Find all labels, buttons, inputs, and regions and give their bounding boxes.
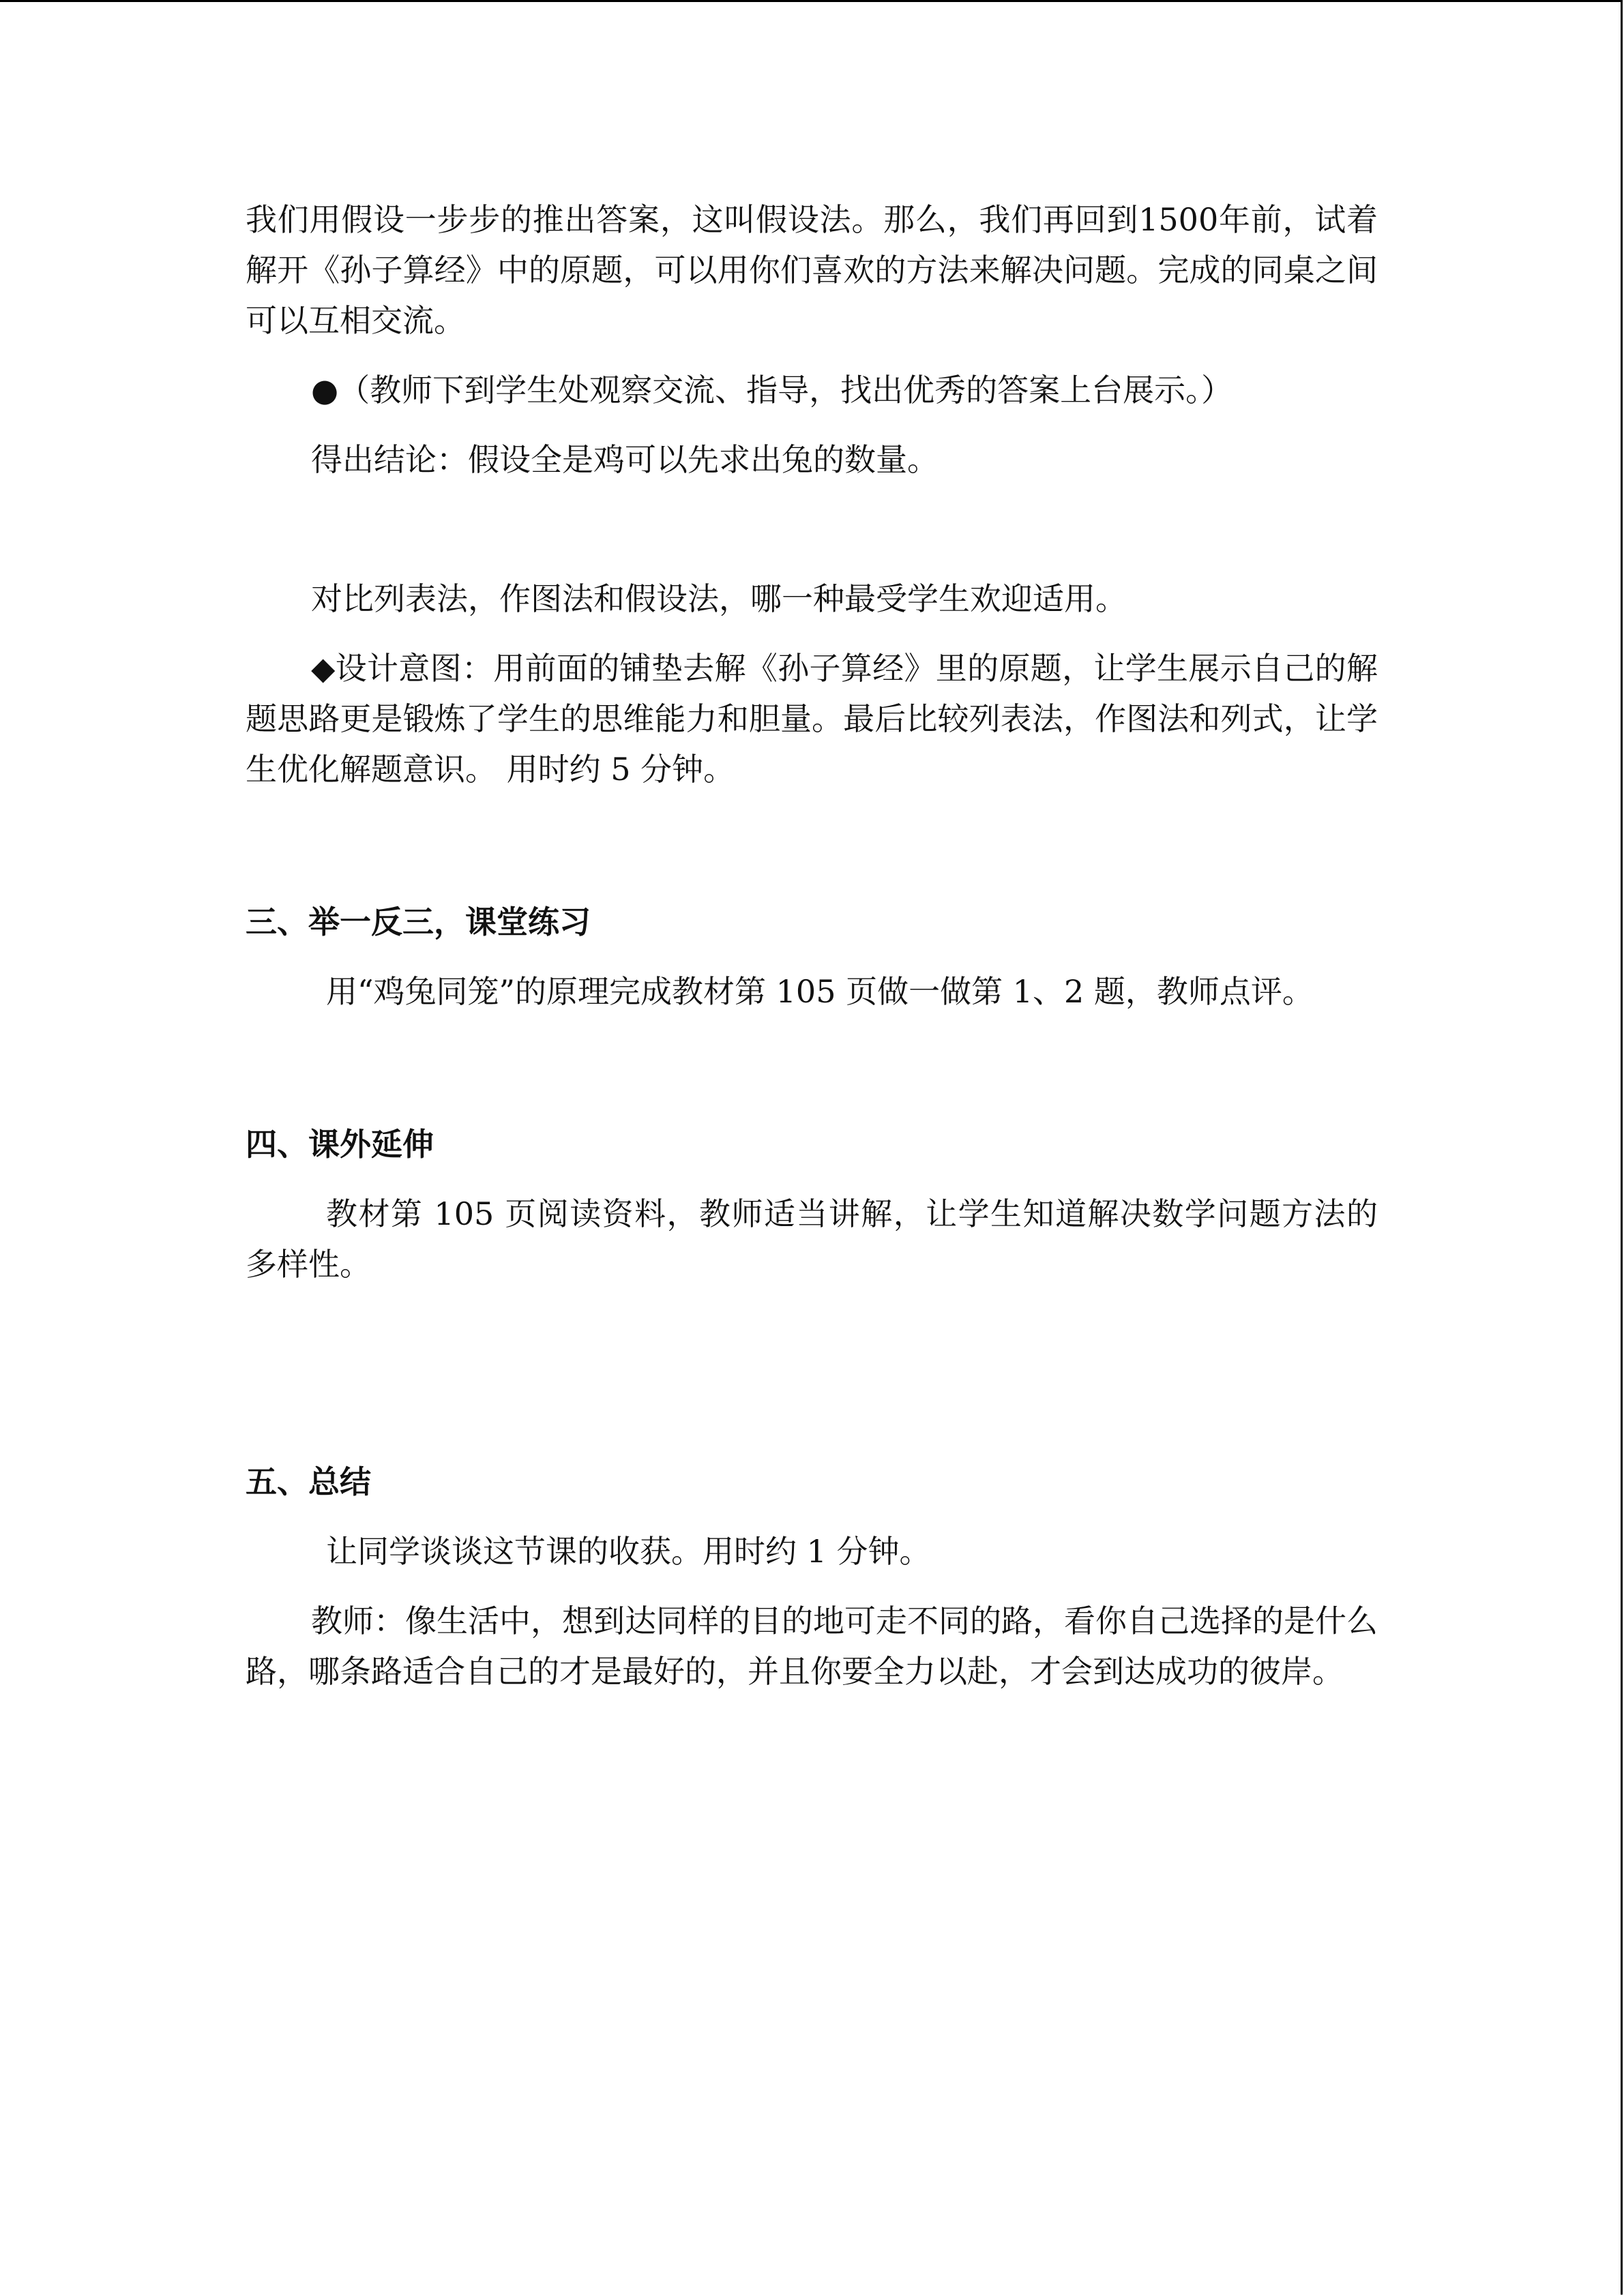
paragraph-practice: 用“鸡兔同笼”的原理完成教材第 105 页做一做第 1、2 题，教师点评。	[326, 973, 1314, 1010]
section-heading-practice: 三、举一反三，课堂练习	[246, 904, 591, 940]
paragraph-teacher-guidance: ●（教师下到学生处观察交流、指导，找出优秀的答案上台展示。）	[311, 372, 1233, 408]
paragraph-design-intent: ◆设计意图：用前面的铺垫去解《孙子算经》里的原题，让学生展示自己的解题思路更是锻炼了学生的思维能力和胆量。最后比较列表法，作图法和列式，让学生优化解题意识。 用时约 5 分钟。	[246, 650, 1378, 788]
paragraph-conclusion: 得出结论：假设全是鸡可以先求出兔的数量。	[311, 441, 939, 478]
paragraph-summary-harvest: 让同学谈谈这节课的收获。用时约 1 分钟。	[326, 1533, 931, 1570]
document-body	[246, 194, 1378, 1697]
section-heading-summary: 五、总结	[246, 1463, 371, 1500]
paragraph-summary-teacher: 教师：像生活中，想到达同样的目的地可走不同的路，看你自己选择的是什么路，哪条路适合自己的才是最好的，并且你要全力以赴，才会到达成功的彼岸。	[246, 1602, 1378, 1690]
paragraph-assumption-method: 我们用假设一步步的推出答案，这叫假设法。那么，我们再回到1500年前，试着解开《孙子算经》中的原题，可以用你们喜欢的方法来解决问题。完成的同桌之间可以互相交流。	[246, 201, 1378, 339]
paragraph-method-comparison: 对比列表法，作图法和假设法，哪一种最受学生欢迎适用。	[311, 580, 1127, 617]
section-heading-extension: 四、课外延伸	[246, 1126, 434, 1163]
paragraph-extension: 教材第 105 页阅读资料，教师适当讲解，让学生知道解决数学问题方法的多样性。	[246, 1195, 1378, 1283]
